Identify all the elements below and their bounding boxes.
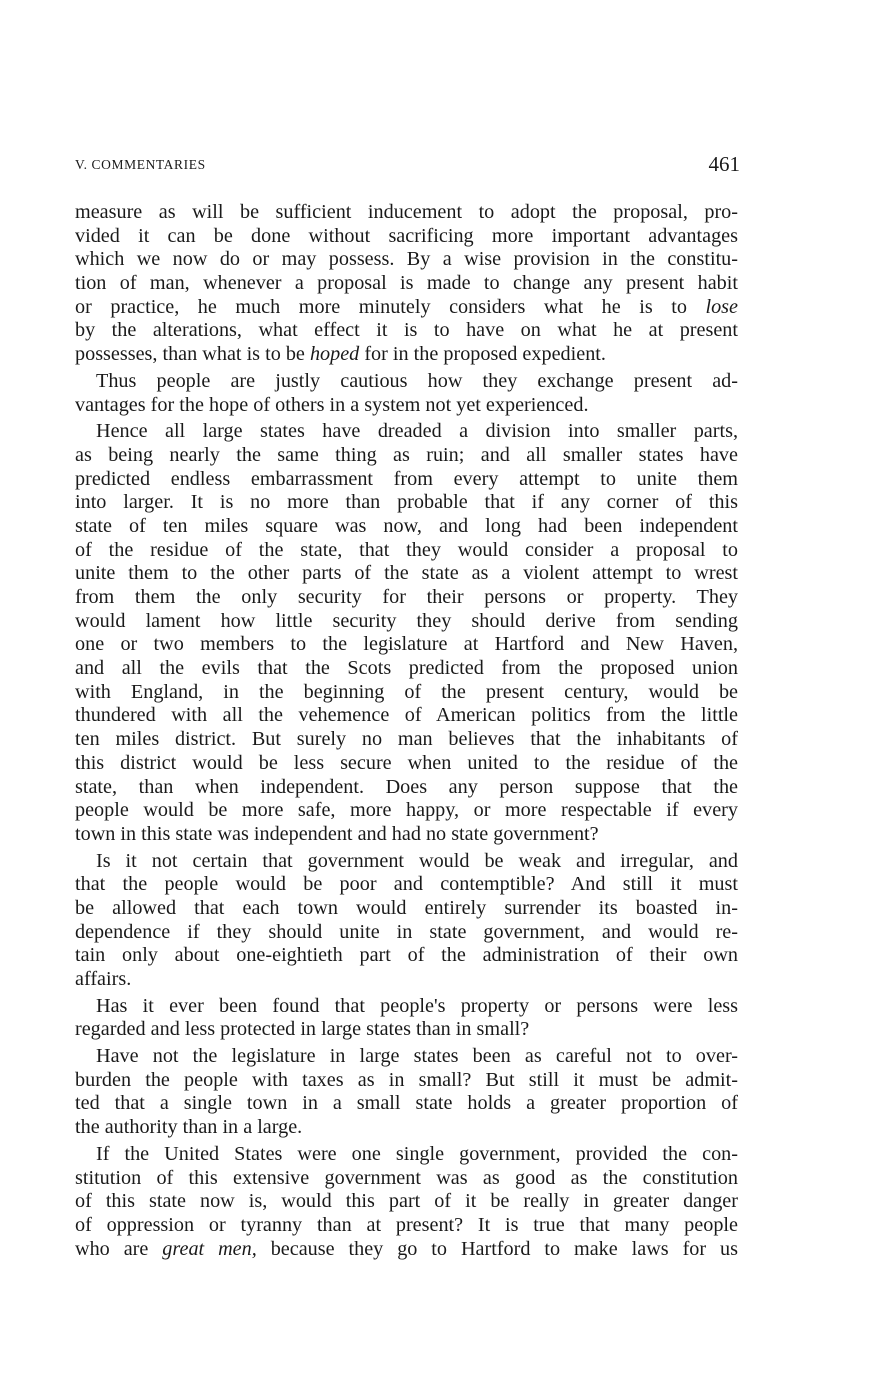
running-head — [75, 152, 740, 182]
emphasis-text: lose — [705, 295, 738, 318]
text-line: affairs. — [75, 968, 132, 990]
text-line: Has it ever been found that people's property or persons were less — [96, 994, 738, 1017]
text-line: measure as will be sufficient inducement to adopt the proposal, pro- — [75, 201, 738, 223]
text-line — [75, 296, 738, 320]
text-line: one or two members to the legislature at Hartford and New Haven, — [75, 633, 738, 656]
text-fragment: for in the proposed expedient. — [359, 343, 606, 366]
text-line: ten miles district. But surely no man believes that the inhabitants of — [75, 728, 738, 751]
text-line: unite them to the other parts of the state as a violent attempt to wrest — [75, 562, 738, 585]
text-line: this district would be less secure when united to the residue of the — [75, 751, 738, 774]
text-line: of oppression or tyranny than at present? It is true that many people — [75, 1213, 738, 1236]
section-title: V. COMMENTARIES — [75, 157, 206, 172]
text-line: vided it can be done without sacrificing more important advantages — [75, 224, 738, 247]
text-line: state, than when independent. Does any person suppose that the — [75, 775, 738, 798]
text-fragment: who are — [75, 1237, 163, 1260]
text-line: thundered with all the vehemence of American politics from the little — [75, 704, 738, 727]
text-line — [75, 1238, 738, 1262]
text-line: by the alterations, what effect it is to have on what he at present — [75, 319, 738, 342]
emphasis-text: great men, — [162, 1237, 257, 1260]
text-line: be allowed that each town would entirely surrender its boasted in- — [75, 896, 738, 919]
text-line: tain only about one-eightieth part of the administration of their own — [75, 944, 738, 967]
text-line: dependence if they should unite in state government, and would re- — [75, 920, 738, 943]
text-line: would lament how little security they should derive from sending — [75, 609, 738, 632]
text-line: predicted endless embarrassment from every attempt to unite them — [75, 467, 738, 490]
text-line: stitution of this extensive government was as good as the constitution — [75, 1166, 738, 1189]
text-line: state of ten miles square was now, and long had been independent — [75, 514, 738, 537]
text-line: of this state now is, would this part of it be really in greater danger — [75, 1190, 738, 1213]
text-line: Hence all large states have dreaded a division into smaller parts, — [96, 420, 738, 443]
text-line: that the people would be poor and contemptible? And still it must — [75, 873, 738, 896]
text-line: Is it not certain that government would be weak and irregular, and — [96, 849, 738, 872]
text-line: people would be more safe, more happy, or more respectable if every — [75, 799, 738, 822]
text-fragment: because they go to Hartford to make laws for us — [256, 1237, 738, 1260]
text-line: vantages for the hope of others in a system not yet experienced. — [75, 393, 589, 416]
text-line: If the United States were one single government, provided the con- — [96, 1142, 738, 1165]
text-line: from them the only security for their persons or property. They — [75, 586, 738, 608]
text-fragment: or practice, he much more minutely considers what he is to — [75, 295, 706, 318]
body-text — [75, 201, 738, 1261]
text-line: ted that a single town in a small state holds a greater proportion of — [75, 1092, 738, 1115]
text-line: tion of man, whenever a proposal is made to change any present habit — [75, 272, 738, 295]
text-line: of the residue of the state, that they would consider a proposal to — [75, 538, 738, 561]
text-line — [75, 343, 738, 367]
text-line: town in this state was independent and had no state government? — [75, 822, 599, 845]
text-line: Thus people are justly cautious how they exchange present ad- — [96, 369, 738, 392]
text-line: as being nearly the same thing as ruin; and all smaller states have — [75, 443, 738, 466]
text-line: regarded and less protected in large states than in small? — [75, 1018, 530, 1041]
text-line: and all the evils that the Scots predicted from the proposed union — [75, 657, 738, 680]
text-line: into larger. It is no more than probable that if any corner of this — [75, 491, 738, 514]
text-line: with England, in the beginning of the present century, would be — [75, 680, 738, 703]
text-fragment: possesses, than what is to be — [75, 343, 310, 366]
emphasis-text: hoped — [309, 343, 360, 366]
page-number: 461 — [708, 152, 740, 176]
text-line: which we now do or may possess. By a wise provision in the constitu- — [75, 248, 738, 271]
text-line: Have not the legislature in large states been as careful not to over- — [96, 1045, 738, 1068]
text-line: burden the people with taxes as in small? But still it must be admit- — [75, 1068, 738, 1091]
text-line: the authority than in a large. — [75, 1116, 303, 1139]
